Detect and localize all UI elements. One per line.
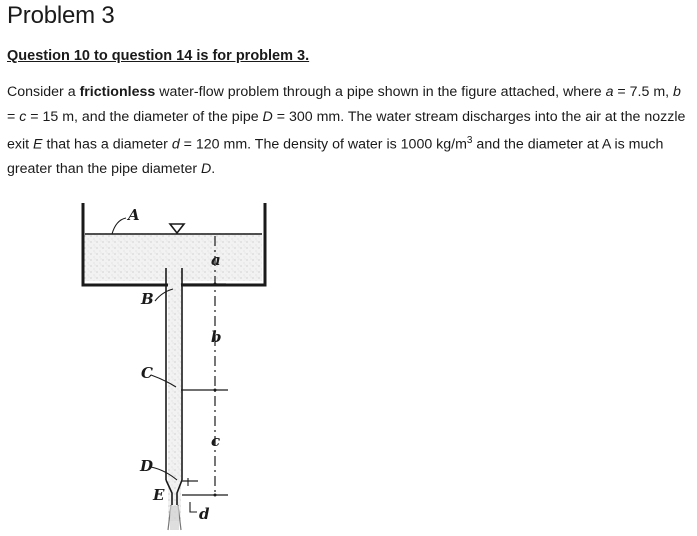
label-C: C [141,364,153,382]
text: = 300 mm. The water stream discharges into the air at the nozzle exit [7,108,686,153]
label-d: d [199,505,210,523]
problem-title: Problem 3 [7,2,115,29]
variable: d [171,136,180,153]
label-B: B [141,290,154,308]
label-b: b [211,328,222,346]
problem-description [7,80,693,182]
text: = 15 m, and the diameter of the pipe [26,108,263,125]
text: Consider a [7,84,80,100]
problem-subtitle: Question 10 to question 14 is for problem 3. [7,48,310,64]
text: = [7,108,20,125]
label-E: E [153,486,165,504]
text: that has a diameter [42,136,172,153]
label-D: D [140,457,154,475]
label-c: c [211,432,221,450]
pipe-figure [70,195,280,536]
superscript: 3 [466,135,473,146]
text: water-flow problem through a pipe shown in the figure attached, where [155,84,606,100]
variable: a [605,84,614,100]
pipe-water [168,268,181,521]
free-surface-symbol-icon [170,224,184,233]
label-A: A [128,206,140,224]
variable: c [19,108,27,125]
variable: D [262,108,273,125]
variable: D [201,161,212,178]
variable: b [673,84,681,100]
text: = 7.5 m, [613,84,674,100]
text: = 120 mm. The density of water is 1000 kg/m [179,136,467,153]
label-a: a [211,251,221,269]
text-bold: frictionless [79,84,156,100]
text: and the diameter at A is much greater than the pipe diameter [7,136,664,178]
variable: E [33,136,43,153]
text: . [211,161,216,178]
